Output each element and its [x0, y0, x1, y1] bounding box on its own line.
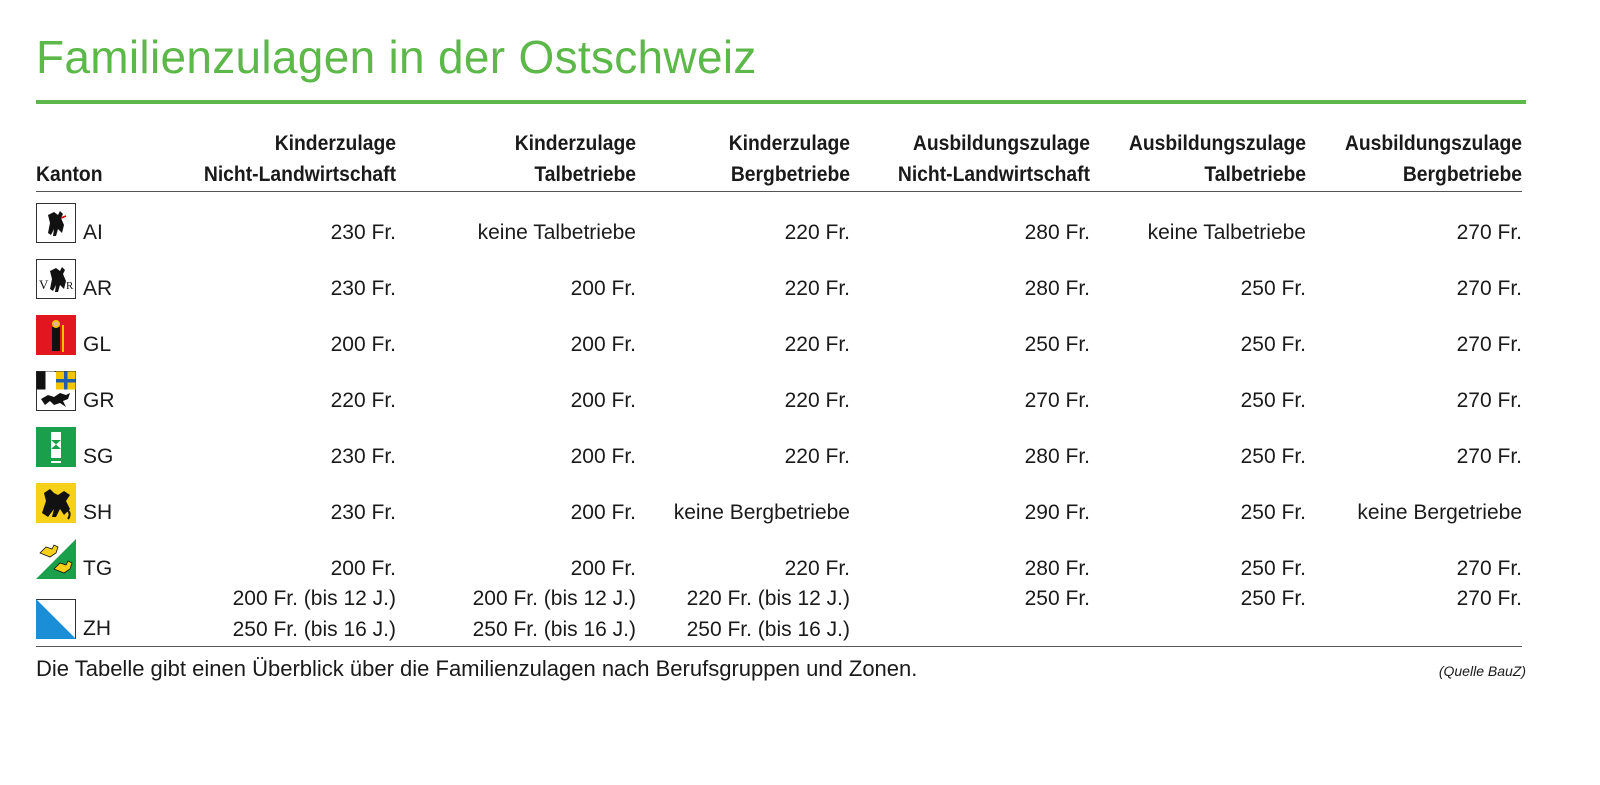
table-row	[36, 531, 1522, 587]
table-cell: keine Talbetriebe	[1147, 221, 1306, 244]
column-header-kinderzulage-talbetriebe: Kinderzulage Talbetriebe	[514, 132, 636, 186]
column-header-ausbildungszulage-nicht-landwirtschaft: Ausbildungszulage Nicht-Landwirtschaft	[897, 132, 1090, 186]
table-cell: 250 Fr.	[1240, 445, 1306, 468]
table-row	[36, 363, 1522, 419]
st-gallen-flag-icon	[36, 427, 76, 467]
kanton-code: GL	[83, 333, 112, 356]
table-cell: 250 Fr.	[1240, 501, 1306, 524]
table-cell: 270 Fr.	[1456, 333, 1522, 356]
table-cell: 250 Fr.	[1240, 557, 1306, 580]
table-cell-second-line: 250 Fr. (bis 16 J.)	[686, 618, 850, 641]
table-cell-second-line: 250 Fr. (bis 16 J.)	[472, 618, 636, 641]
title-divider	[36, 100, 1526, 104]
table-cell: 200 Fr.	[570, 333, 636, 356]
table-cell: 270 Fr.	[1456, 277, 1522, 300]
svg-text:V: V	[39, 277, 49, 292]
kanton-code: AI	[83, 221, 103, 244]
table-row	[36, 307, 1522, 363]
table-cell: 230 Fr.	[330, 445, 396, 468]
table-cell: 270 Fr.	[1456, 587, 1522, 610]
table-cell: 220 Fr.	[784, 277, 850, 300]
table-cell: 250 Fr.	[1240, 389, 1306, 412]
table-cell: 270 Fr.	[1024, 389, 1090, 412]
appenzell-ausserrhoden-flag-icon	[36, 259, 76, 299]
table-cell: 200 Fr.	[570, 277, 636, 300]
table-cell: 250 Fr.	[1240, 587, 1306, 610]
table-cell: 200 Fr.	[330, 557, 396, 580]
svg-text:R: R	[66, 280, 74, 292]
column-header-ausbildungszulage-bergbetriebe: Ausbildungszulage Bergbetriebe	[1344, 132, 1522, 186]
table-cell: 200 Fr.	[330, 333, 396, 356]
table-cell: keine Talbetriebe	[477, 221, 636, 244]
thurgau-flag-icon	[36, 539, 76, 579]
table-cell: keine Bergetriebe	[1357, 501, 1522, 524]
table-cell: 230 Fr.	[330, 501, 396, 524]
table-bottom-divider	[36, 646, 1522, 647]
schaffhausen-flag-icon	[36, 483, 76, 523]
table-cell: 220 Fr.	[784, 445, 850, 468]
table-cell: 270 Fr.	[1456, 221, 1522, 244]
table-cell: 220 Fr.	[330, 389, 396, 412]
table-cell: 230 Fr.	[330, 277, 396, 300]
source-note: (Quelle BauZ)	[1438, 663, 1526, 679]
table-cell: 270 Fr.	[1456, 445, 1522, 468]
table-cell: 280 Fr.	[1024, 445, 1090, 468]
graubuenden-flag-icon	[36, 371, 76, 411]
table-cell: 250 Fr.	[1240, 333, 1306, 356]
zuerich-flag-icon	[36, 599, 76, 639]
table-cell-second-line: 250 Fr. (bis 16 J.)	[232, 618, 396, 641]
header-divider	[36, 191, 1522, 192]
table-cell: 250 Fr.	[1240, 277, 1306, 300]
glarus-flag-icon	[36, 315, 76, 355]
table-cell: 220 Fr.	[784, 557, 850, 580]
table-cell: 250 Fr.	[1024, 333, 1090, 356]
table-row	[36, 475, 1522, 531]
table-row	[36, 251, 1522, 307]
table-cell: 250 Fr.	[1024, 587, 1090, 610]
table-cell: 280 Fr.	[1024, 221, 1090, 244]
table-row	[36, 419, 1522, 475]
table-cell: 200 Fr.	[570, 557, 636, 580]
column-header-kanton: Kanton	[36, 163, 103, 186]
table-cell: 200 Fr.	[570, 389, 636, 412]
table-cell: 280 Fr.	[1024, 557, 1090, 580]
table-cell: 220 Fr. (bis 12 J.)	[686, 587, 850, 610]
kanton-code: AR	[83, 277, 113, 300]
table-cell: 200 Fr.	[570, 501, 636, 524]
kanton-code: ZH	[83, 617, 111, 640]
table-cell: 280 Fr.	[1024, 277, 1090, 300]
table-cell: 290 Fr.	[1024, 501, 1090, 524]
kanton-code: TG	[83, 557, 113, 580]
kanton-code: GR	[83, 389, 115, 412]
kanton-code: SG	[83, 445, 114, 468]
table-row	[36, 195, 1522, 251]
table-cell: keine Bergbetriebe	[673, 501, 850, 524]
table-cell: 200 Fr. (bis 12 J.)	[472, 587, 636, 610]
kanton-code: SH	[83, 501, 113, 524]
table-cell: 200 Fr. (bis 12 J.)	[232, 587, 396, 610]
column-header-kinderzulage-bergbetriebe: Kinderzulage Bergbetriebe	[728, 132, 850, 186]
column-header-ausbildungszulage-talbetriebe: Ausbildungszulage Talbetriebe	[1128, 132, 1306, 186]
table-cell: 220 Fr.	[784, 221, 850, 244]
table-cell: 200 Fr.	[570, 445, 636, 468]
table-cell: 220 Fr.	[784, 389, 850, 412]
table-cell: 270 Fr.	[1456, 557, 1522, 580]
page-title: Familienzulagen in der Ostschweiz	[36, 31, 757, 83]
column-header-kinderzulage-nicht-landwirtschaft: Kinderzulage Nicht-Landwirtschaft	[203, 132, 396, 186]
table-cell: 220 Fr.	[784, 333, 850, 356]
table-row	[36, 587, 1522, 643]
appenzell-innerrhoden-flag-icon	[36, 203, 76, 243]
table-cell: 270 Fr.	[1456, 389, 1522, 412]
table-cell: 230 Fr.	[330, 221, 396, 244]
table-caption: Die Tabelle gibt einen Überblick über die Familienzulagen nach Berufsgruppen und Zonen.	[36, 656, 918, 681]
